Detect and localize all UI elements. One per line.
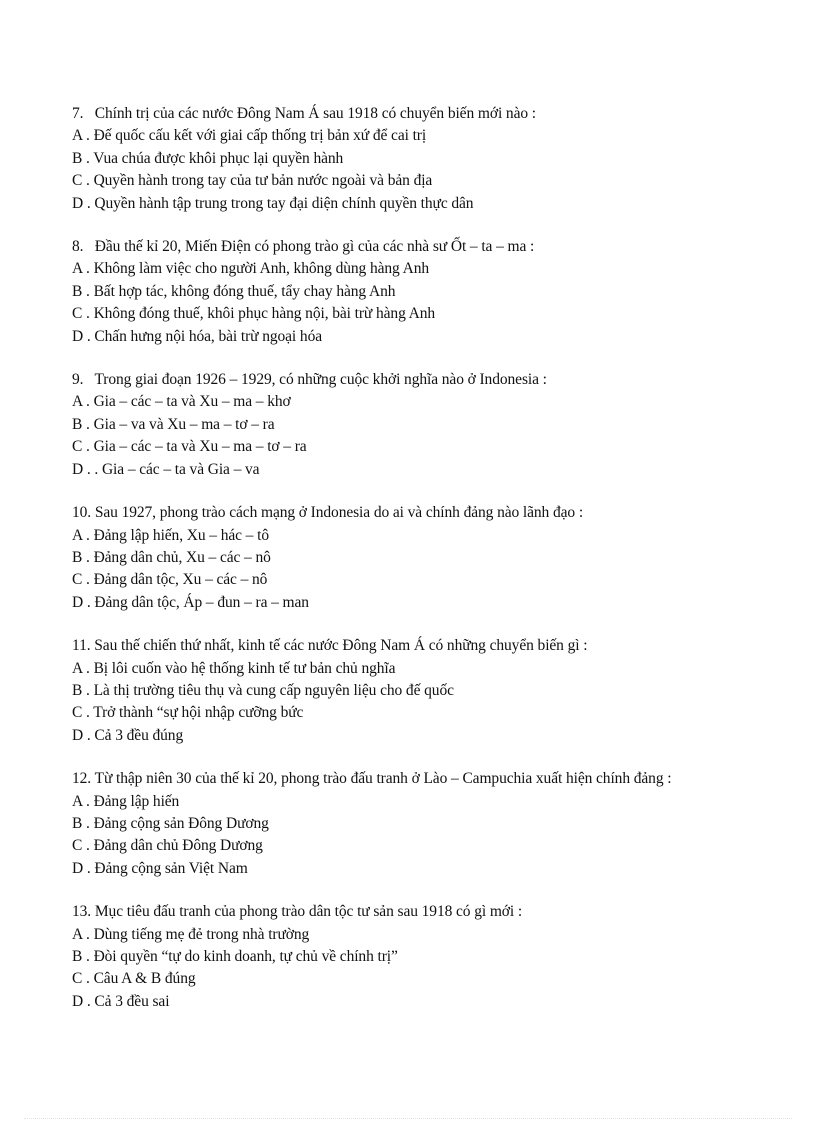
option-c: C . Đảng dân tộc, Xu – các – nô [72, 571, 268, 589]
question-title [72, 768, 772, 790]
option-d: D . Đảng dân tộc, Áp – đun – ra – man [72, 593, 309, 611]
option-c: C . Đảng dân chủ Đông Dương [72, 837, 263, 855]
question-9 [72, 369, 772, 481]
option-b: B . Là thị trường tiêu thụ và cung cấp nguyên liệu cho đế quốc [72, 681, 454, 699]
option-a: A . Dùng tiếng mẹ đẻ trong nhà trường [72, 925, 310, 943]
option-a: A . Bị lôi cuốn vào hệ thống kinh tế tư bản chủ nghĩa [72, 659, 396, 677]
option-b: B . Đảng cộng sản Đông Dương [72, 814, 269, 832]
question-7 [72, 103, 772, 215]
question-text: Trong giai đoạn 1926 – 1929, có những cuộc khởi nghĩa nào ở Indonesia : [94, 371, 547, 389]
page-bottom-divider [24, 1118, 792, 1119]
option-b: B . Đòi quyền “tự do kinh doanh, tự chủ về chính trị” [72, 948, 398, 965]
question-11 [72, 635, 772, 747]
option-d: D . Chấn hưng nội hóa, bài trừ ngoại hóa [72, 327, 322, 345]
option-b: B . Vua chúa được khôi phục lại quyền hành [72, 149, 344, 167]
question-text: Sau 1927, phong trào cách mạng ở Indonesia do ai và chính đảng nào lãnh đạo : [94, 504, 584, 522]
option-c: C . Gia – các – ta và Xu – ma – tơ – ra [72, 438, 307, 456]
question-title [72, 369, 772, 391]
option-c: C . Trở thành “sự hội nhập cưỡng bức [72, 704, 304, 722]
question-title [72, 635, 772, 657]
question-title [72, 502, 772, 524]
question-text: Sau thế chiến thứ nhất, kinh tế các nước Đông Nam Á có những chuyển biến gì : [94, 637, 588, 655]
question-number: 8. [72, 238, 84, 256]
question-number: 10. [72, 504, 92, 522]
question-10 [72, 502, 772, 614]
option-b: B . Đảng dân chủ, Xu – các – nô [72, 548, 271, 566]
option-c: C . Câu A & B đúng [72, 970, 196, 988]
question-number: 12. [72, 770, 92, 788]
option-d: D . Đảng cộng sản Việt Nam [72, 859, 248, 877]
option-b: B . Bất hợp tác, không đóng thuế, tẩy chay hàng Anh [72, 282, 396, 300]
question-number: 13. [72, 903, 92, 921]
option-a: A . Không làm việc cho người Anh, không dùng hàng Anh [72, 260, 430, 278]
option-c: C . Quyền hành trong tay của tư bản nước ngoài và bản địa [72, 172, 433, 190]
question-text: Đầu thế kỉ 20, Miến Điện có phong trào gì của các nhà sư Ốt – ta – ma : [94, 238, 535, 256]
option-d: D . Quyền hành tập trung trong tay đại diện chính quyền thực dân [72, 194, 474, 212]
question-13 [72, 901, 772, 1013]
option-a: A . Đế quốc cấu kết với giai cấp thống trị bản xứ để cai trị [72, 127, 427, 145]
question-title [72, 103, 772, 125]
question-number: 11. [72, 637, 91, 655]
question-text: Mục tiêu đấu tranh của phong trào dân tộc tư sản sau 1918 có gì mới : [94, 903, 523, 921]
question-title [72, 236, 772, 258]
option-d: D . . Gia – các – ta và Gia – va [72, 460, 260, 478]
option-d: D . Cả 3 đều đúng [72, 726, 184, 744]
option-a: A . Gia – các – ta và Xu – ma – khơ [72, 393, 291, 411]
question-8 [72, 236, 772, 348]
question-number: 7. [72, 105, 84, 122]
question-title [72, 901, 772, 923]
option-d: D . Cả 3 đều sai [72, 992, 170, 1010]
question-text: Chính trị của các nước Đông Nam Á sau 1918 có chuyển biến mới nào : [94, 105, 536, 122]
option-c: C . Không đóng thuế, khôi phục hàng nội, bài trừ hàng Anh [72, 305, 436, 323]
question-text: Từ thập niên 30 của thế kỉ 20, phong trào đấu tranh ở Lào – Campuchia xuất hiện chính đảng : [94, 770, 672, 788]
question-12 [72, 768, 772, 880]
question-list [72, 103, 772, 1034]
option-b: B . Gia – va và Xu – ma – tơ – ra [72, 415, 275, 433]
question-number: 9. [72, 371, 84, 389]
option-a: A . Đảng lập hiến [72, 792, 180, 810]
option-a: A . Đảng lập hiến, Xu – hác – tô [72, 526, 269, 544]
